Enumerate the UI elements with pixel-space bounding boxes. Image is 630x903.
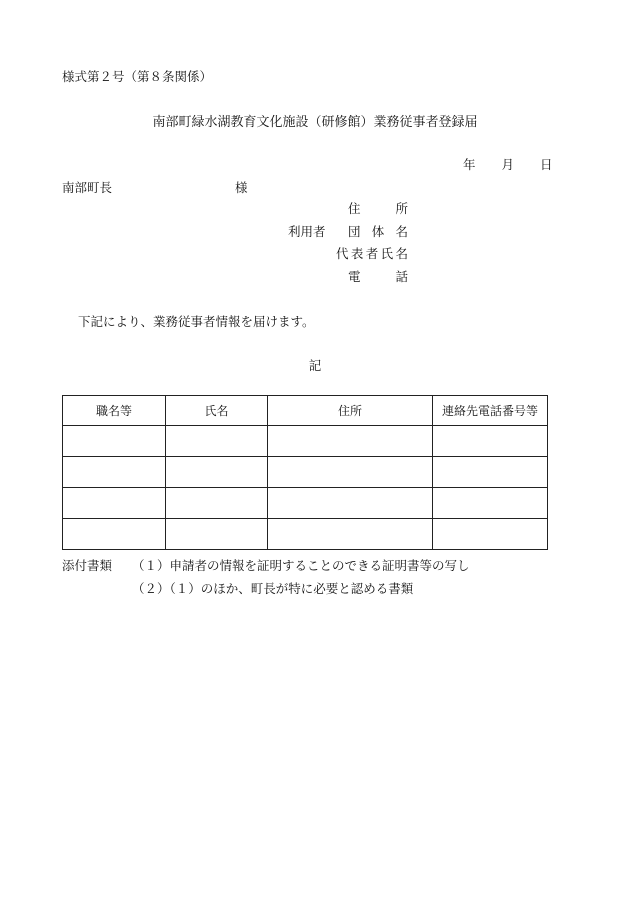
date-day: 日 <box>540 157 553 172</box>
attachments-label: 添付書類 <box>62 558 113 573</box>
date-month: 月 <box>501 157 515 172</box>
table-header-row <box>63 396 548 426</box>
table-cell[interactable] <box>433 426 548 457</box>
table-cell[interactable] <box>433 488 548 519</box>
applicant-group-label: 団体名 <box>348 224 408 239</box>
table-cell[interactable] <box>166 426 268 457</box>
table-cell[interactable] <box>63 488 166 519</box>
table-cell[interactable] <box>166 519 268 550</box>
table-row <box>63 488 548 519</box>
notice-text: 下記により、業務従事者情報を届けます。 <box>78 314 315 329</box>
staff-table <box>62 395 548 550</box>
column-header-address: 住所 <box>268 396 433 426</box>
addressee-honorific: 様 <box>235 180 248 195</box>
table-cell[interactable] <box>268 426 433 457</box>
table-cell[interactable] <box>268 457 433 488</box>
addressee-name: 南部町長 <box>62 180 113 195</box>
column-header-phone: 連絡先電話番号等 <box>433 396 548 426</box>
applicant-user-label: 利用者 <box>288 224 326 239</box>
table-row <box>63 426 548 457</box>
table-cell[interactable] <box>268 488 433 519</box>
attachment-item: （１）申請者の情報を証明することのできる証明書等の写し <box>132 558 470 573</box>
table-cell[interactable] <box>268 519 433 550</box>
column-header-name: 氏名 <box>166 396 268 426</box>
applicant-address-label: 住 所 <box>348 201 408 216</box>
table-cell[interactable] <box>166 488 268 519</box>
table-cell[interactable] <box>63 426 166 457</box>
applicant-phone-label: 電 話 <box>348 269 408 284</box>
column-header-position: 職名等 <box>63 396 166 426</box>
date-line <box>463 155 553 173</box>
table-cell[interactable] <box>166 457 268 488</box>
document-title: 南部町緑水湖教育文化施設（研修館）業務従事者登録届 <box>152 115 478 130</box>
table-cell[interactable] <box>63 519 166 550</box>
table-cell[interactable] <box>433 519 548 550</box>
ki-heading: 記 <box>308 358 322 373</box>
table-cell[interactable] <box>63 457 166 488</box>
table-cell[interactable] <box>433 457 548 488</box>
table-row <box>63 457 548 488</box>
date-year: 年 <box>463 157 476 172</box>
applicant-representative-label: 代表者氏名 <box>336 246 408 261</box>
attachment-item: （２）（１）のほか、町長が特に必要と認める書類 <box>132 581 414 596</box>
table-row <box>63 519 548 550</box>
form-number: 様式第２号（第８条関係） <box>62 69 213 84</box>
